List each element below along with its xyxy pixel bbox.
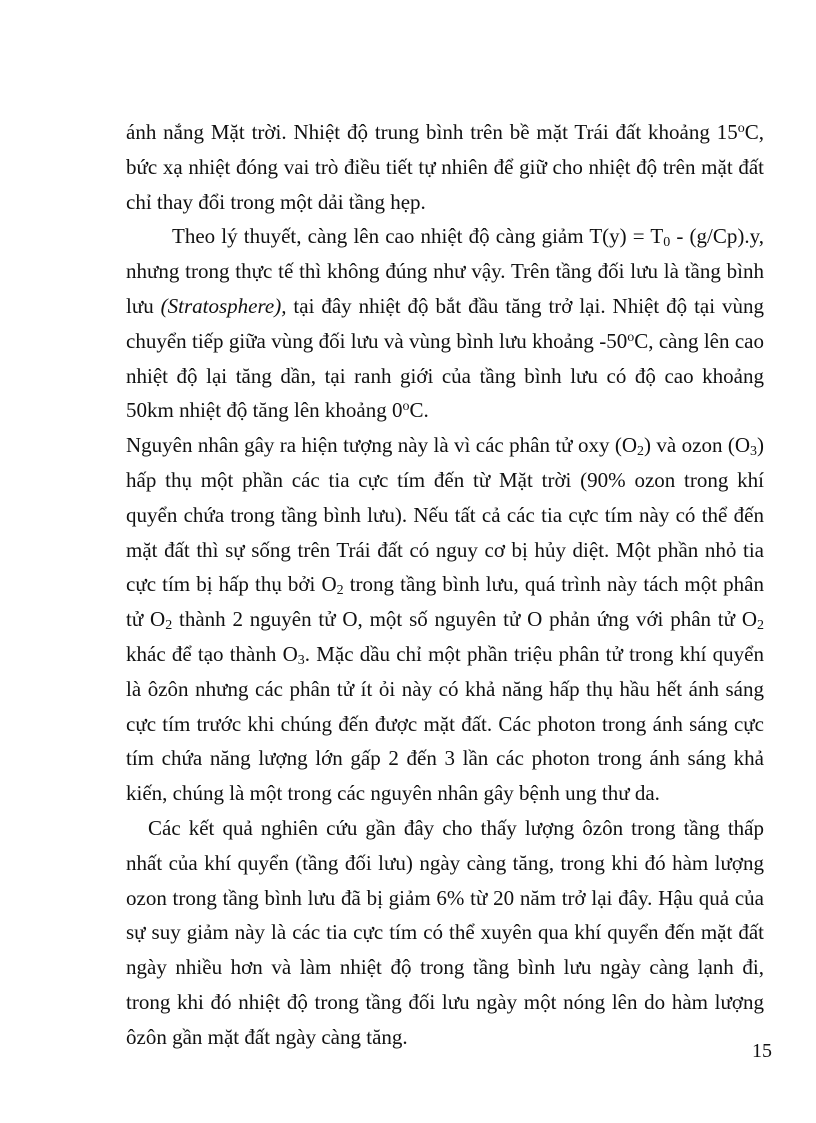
paragraph-1 [126, 115, 764, 219]
paragraph-3 [126, 428, 764, 811]
text-run: thành 2 nguyên tử O, một số nguyên tử O phản ứng với phân tử O [172, 607, 757, 632]
degree-superscript: o [402, 399, 410, 415]
subscript: 2 [757, 618, 764, 634]
text-run: C, bức xạ nhiệt đóng vai trò điều tiết tự nhiên để giữ cho nhiệt độ trên mặt đất chỉ thay đổi trong một dải tầng hẹp. [126, 120, 764, 214]
degree-superscript: o [737, 121, 745, 136]
text-run: C, càng lên cao nhiệt độ lại tăng dần, tại ranh giới của tầng bình lưu có độ cao khoảng 50km nhiệt độ tăng lên khoảng 0 [126, 328, 764, 423]
page-body [126, 115, 764, 1055]
subscript: 3 [750, 444, 758, 460]
subscript: 2 [165, 618, 173, 634]
text-run: Các kết quả nghiên cứu gần đây cho thấy lượng ôzôn trong tầng thấp nhất của khí quyển (tầng đối lưu) ngày càng tăng, trong khi đó hàm lượng ozon trong tầng bình lưu đã bị giảm 6% từ 20 năm trở lại đây. Hậu quả của sự suy giảm này là các tia cực tím có thể xuyên qua khí quyển đến mặt đất ngày nhiều hơn và làm nhiệt độ trong tầng bình lưu ngày càng lạnh đi, trong khi đó nhiệt độ trong tầng đối lưu ngày một nóng lên do hàm lượng ôzôn gần mặt đất ngày càng tăng. [126, 815, 764, 1049]
text-run: - (g/Cp).y, nhưng trong thực tế thì không đúng như vậy. Trên tầng đối lưu là tầng bình lưu [126, 224, 764, 318]
subscript: 2 [637, 444, 645, 460]
text-run: . Mặc dầu chỉ một phần triệu phân tử trong khí quyển là ôzôn nhưng các phân tử ít ỏi này có khả năng hấp thụ hầu hết ánh sáng cực tím trước khi chúng đến được mặt đất. Các photon trong ánh sáng cực tím chứa năng lượng lớn gấp 2 đến 3 lần các photon trong ánh sáng khả kiến, chúng là một trong các nguyên nhân gây bệnh ung thư da. [126, 641, 764, 806]
text-run: khác để tạo thành O [126, 641, 298, 666]
text-run: ) hấp thụ một phần các tia cực tím đến từ Mặt trời (90% ozon trong khí quyển chứa trong tầng bình lưu). Nếu tất cả các tia cực tím này có thể đến mặt đất thì sự sống trên Trái đất có nguy cơ bị hủy diệt. Một phần nhỏ tia cực tím bị hấp thụ bởi O [126, 433, 765, 597]
subscript: 0 [663, 235, 671, 251]
text-run: Theo lý thuyết, càng lên cao nhiệt độ càng giảm T(y) = T [172, 224, 664, 249]
degree-superscript: o [627, 329, 635, 345]
page-number: 15 [752, 1040, 772, 1062]
text-run: ) và ozon (O [644, 433, 751, 458]
italic-term: (Stratosphere), [160, 293, 287, 318]
text-run: ánh nắng Mặt trời. Nhiệt độ trung bình trên bề mặt Trái đất khoảng 15 [126, 120, 738, 144]
paragraph-4 [126, 811, 764, 1055]
text-run: Nguyên nhân gây ra hiện tượng này là vì các phân tử oxy (O [126, 433, 638, 458]
subscript: 3 [297, 652, 305, 668]
subscript: 2 [336, 583, 344, 599]
text-run: tại đây nhiệt độ bắt đầu tăng trở lại. Nhiệt độ tại vùng chuyển tiếp giữa vùng đối lưu và vùng bình lưu khoảng -50 [126, 293, 765, 353]
paragraph-2 [126, 219, 764, 428]
text-run: trong tầng bình lưu, quá trình này tách một phân tử O [126, 572, 764, 632]
text-run: C. [409, 398, 429, 423]
